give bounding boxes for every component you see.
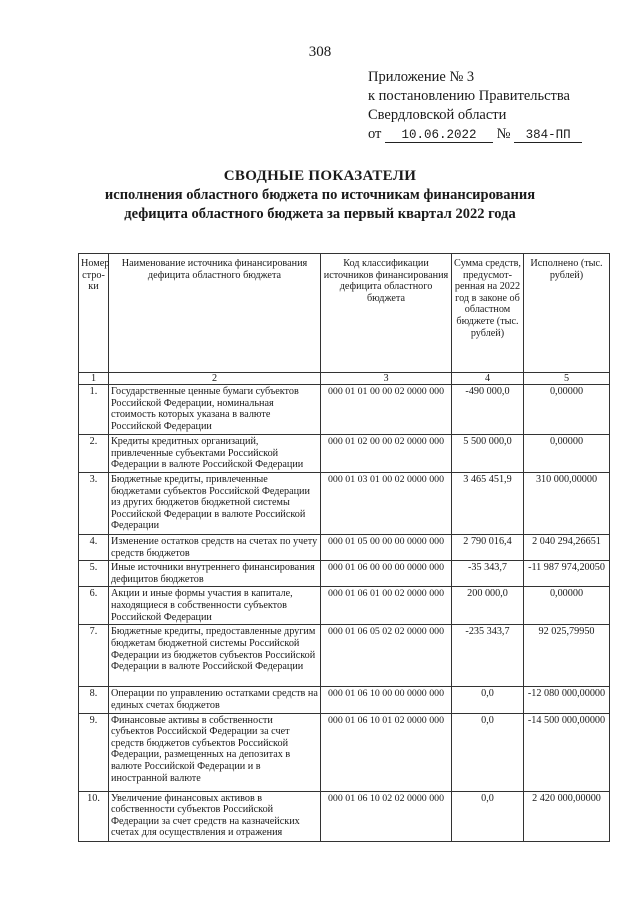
- from-label: от: [368, 126, 382, 142]
- table-row: [79, 625, 610, 687]
- row-number: 4.: [79, 535, 109, 561]
- source-name: Бюджетные кредиты, предоставленные другим бюджетам бюджетной системы Российской Федерации из бюджетов субъектов Российской Федерации в валюте Российской Федерации: [109, 625, 321, 687]
- appendix-decree: к постановлению Правительства: [368, 88, 570, 104]
- page-number: 308: [308, 44, 332, 60]
- planned-sum: 3 465 451,9: [452, 473, 524, 535]
- appendix-region: Свердловской области: [368, 107, 507, 123]
- title-line-3: дефицита областного бюджета за первый квартал 2022 года: [124, 206, 516, 222]
- source-name: Увеличение финансовых активов в собственности субъектов Российской Федерации за счет средств на казначейских счетах для осуществления и отражения: [109, 791, 321, 841]
- planned-sum: 2 790 016,4: [452, 535, 524, 561]
- indicators-table: [78, 253, 610, 842]
- column-index: 1: [79, 373, 109, 385]
- title-line-2: исполнения областного бюджета по источникам финансирования: [104, 187, 536, 203]
- table-row: [79, 687, 610, 713]
- classification-code: 000 01 06 01 00 02 0000 000: [321, 587, 452, 625]
- source-name: Бюджетные кредиты, привлеченные бюджетами субъектов Российской Федерации из других бюджетов бюджетной системы Российской Федерации в валюте Российской Федерации: [109, 473, 321, 535]
- executed-sum: 0,00000: [524, 435, 610, 473]
- column-index: 5: [524, 373, 610, 385]
- classification-code: 000 01 06 10 02 02 0000 000: [321, 791, 452, 841]
- table-row: [79, 385, 610, 435]
- row-number: 6.: [79, 587, 109, 625]
- header-classification-code: Код классификации источников финансирования дефицита областного бюджета: [321, 254, 452, 373]
- planned-sum: 5 500 000,0: [452, 435, 524, 473]
- planned-sum: -35 343,7: [452, 561, 524, 587]
- header-executed: Исполнено (тыс. рублей): [524, 254, 610, 373]
- planned-sum: -490 000,0: [452, 385, 524, 435]
- appendix-title: Приложение № 3: [368, 69, 475, 85]
- column-index-row: [79, 373, 610, 385]
- executed-sum: -12 080 000,00000: [524, 687, 610, 713]
- classification-code: 000 01 06 10 00 00 0000 000: [321, 687, 452, 713]
- planned-sum: 0,0: [452, 713, 524, 791]
- decree-date: 10.06.2022: [385, 128, 493, 143]
- source-name: Изменение остатков средств на счетах по учету средств бюджетов: [109, 535, 321, 561]
- executed-sum: 0,00000: [524, 385, 610, 435]
- planned-sum: 0,0: [452, 791, 524, 841]
- row-number: 8.: [79, 687, 109, 713]
- classification-code: 000 01 02 00 00 02 0000 000: [321, 435, 452, 473]
- table-row: [79, 473, 610, 535]
- table-row: [79, 535, 610, 561]
- table-header-row: [79, 254, 610, 373]
- table-row: [79, 435, 610, 473]
- title-line-1: СВОДНЫЕ ПОКАЗАТЕЛИ: [223, 168, 417, 184]
- executed-sum: 2 040 294,26651: [524, 535, 610, 561]
- executed-sum: 2 420 000,00000: [524, 791, 610, 841]
- table-row: [79, 713, 610, 791]
- appendix-date-line: [368, 125, 582, 144]
- table-row: [79, 561, 610, 587]
- row-number: 2.: [79, 435, 109, 473]
- row-number: 7.: [79, 625, 109, 687]
- classification-code: 000 01 05 00 00 00 0000 000: [321, 535, 452, 561]
- executed-sum: 310 000,00000: [524, 473, 610, 535]
- row-number: 10.: [79, 791, 109, 841]
- executed-sum: -11 987 974,20050: [524, 561, 610, 587]
- planned-sum: 0,0: [452, 687, 524, 713]
- source-name: Иные источники внутреннего финансирования дефицитов бюджетов: [109, 561, 321, 587]
- source-name: Финансовые активы в собственности субъектов Российской Федерации за счет средств бюджетов субъектов Российской Федерации, размещенных на депозитах в валюте Российской Федерации и в иностранной валюте: [109, 713, 321, 791]
- executed-sum: 92 025,79950: [524, 625, 610, 687]
- row-number: 1.: [79, 385, 109, 435]
- row-number: 9.: [79, 713, 109, 791]
- source-name: Кредиты кредитных организаций, привлеченные субъектами Российской Федерации в валюте Российской Федерации: [109, 435, 321, 473]
- executed-sum: 0,00000: [524, 587, 610, 625]
- document-title: [0, 167, 640, 224]
- classification-code: 000 01 06 05 02 02 0000 000: [321, 625, 452, 687]
- row-number: 3.: [79, 473, 109, 535]
- source-name: Государственные ценные бумаги субъектов Российской Федерации, номинальная стоимость которых указана в валюте Российской Федерации: [109, 385, 321, 435]
- decree-number: 384-ПП: [514, 128, 582, 143]
- source-name: Операции по управлению остатками средств на единых счетах бюджетов: [109, 687, 321, 713]
- source-name: Акции и иные формы участия в капитале, находящиеся в собственности субъектов Российской Федерации: [109, 587, 321, 625]
- column-index: 2: [109, 373, 321, 385]
- classification-code: 000 01 06 10 01 02 0000 000: [321, 713, 452, 791]
- header-source-name: Наименование источника финансирования дефицита областного бюджета: [109, 254, 321, 373]
- planned-sum: -235 343,7: [452, 625, 524, 687]
- appendix-block: [368, 68, 582, 144]
- classification-code: 000 01 03 01 00 02 0000 000: [321, 473, 452, 535]
- number-label: №: [496, 126, 511, 142]
- row-number: 5.: [79, 561, 109, 587]
- header-planned-sum: Сумма средств, предусмот-ренная на 2022 год в законе об областном бюджете (тыс. рублей): [452, 254, 524, 373]
- header-row-number: Номер стро-ки: [79, 254, 109, 373]
- planned-sum: 200 000,0: [452, 587, 524, 625]
- column-index: 4: [452, 373, 524, 385]
- classification-code: 000 01 01 00 00 02 0000 000: [321, 385, 452, 435]
- classification-code: 000 01 06 00 00 00 0000 000: [321, 561, 452, 587]
- table-row: [79, 791, 610, 841]
- table-row: [79, 587, 610, 625]
- column-index: 3: [321, 373, 452, 385]
- executed-sum: -14 500 000,00000: [524, 713, 610, 791]
